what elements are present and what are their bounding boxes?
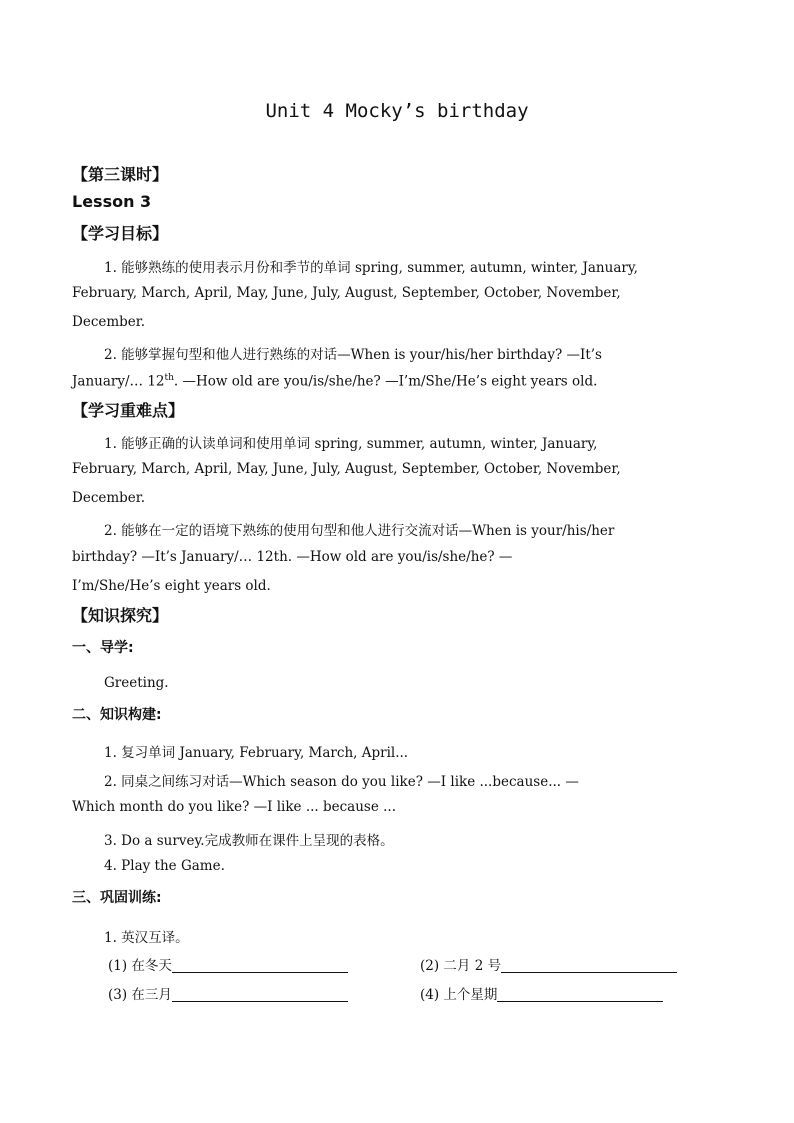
lesson-label: Lesson 3 — [72, 192, 152, 211]
section-1-heading: 一、导学: — [72, 640, 134, 656]
goal-1-line-1: 1. 能够熟练的使用表示月份和季节的单词 spring, summer, autumn, winter, January, — [104, 260, 638, 276]
exercise-q2-label: (2) 二月 2 号 — [420, 958, 502, 974]
key-1-line-1: 1. 能够正确的认读单词和使用单词 spring, summer, autumn, winter, January, — [104, 436, 598, 452]
answer-blank-2[interactable] — [501, 958, 677, 973]
goal-2-line-2 — [72, 373, 597, 390]
lesson-tag: 【第三课时】 — [72, 165, 169, 184]
key-2-line-1: 2. 能够在一定的语境下熟练的使用句型和他人进行交流对话—When is your/his/her — [104, 523, 615, 539]
exercise-q2 — [420, 954, 677, 974]
section-2-item-2-line-1: 2. 同桌之间练习对话—Which season do you like? —I like ...because... — — [104, 774, 579, 790]
key-2-line-3: I’m/She/He’s eight years old. — [72, 578, 271, 594]
section-2-item-4: 4. Play the Game. — [104, 858, 225, 874]
answer-blank-1[interactable] — [172, 958, 348, 973]
goal-2-dialogue: . —How old are you/is/she/he? —I’m/She/He’s eight years old. — [173, 373, 598, 390]
goal-1-line-3: December. — [72, 314, 146, 330]
section-2-heading: 二、知识构建: — [72, 707, 162, 723]
goals-heading: 【学习目标】 — [72, 224, 169, 243]
key-2-line-2: birthday? —It’s January/… 12th. —How old are you/is/she/he? — — [72, 549, 513, 565]
key-1-line-3: December. — [72, 490, 146, 506]
goal-1-line-2: February, March, April, May, June, July, August, September, October, November, — [72, 285, 621, 301]
exercise-q4 — [420, 983, 663, 1003]
goal-2-date: January/… 12 — [72, 373, 165, 390]
answer-blank-4[interactable] — [497, 987, 663, 1002]
section-1-text: Greeting. — [104, 675, 169, 691]
exercise-q4-label: (4) 上个星期 — [420, 987, 498, 1003]
section-3-heading: 三、巩固训练: — [72, 890, 162, 906]
page-title: Unit 4 Mocky’s birthday — [265, 100, 529, 122]
key-1-line-2: February, March, April, May, June, July, August, September, October, November, — [72, 461, 621, 477]
exercise-q3 — [108, 983, 348, 1003]
explore-heading: 【知识探究】 — [72, 606, 169, 625]
keys-heading: 【学习重难点】 — [72, 401, 185, 420]
answer-blank-3[interactable] — [172, 987, 348, 1002]
goal-2-superscript: th — [164, 373, 174, 383]
section-3-item-1: 1. 英汉互译。 — [104, 930, 189, 946]
section-2-item-2-line-2: Which month do you like? —I like ... because ... — [72, 799, 397, 815]
exercise-q3-label: (3) 在三月 — [108, 987, 172, 1003]
goal-2-line-1: 2. 能够掌握句型和他人进行熟练的对话—When is your/his/her birthday? —It’s — [104, 347, 602, 363]
exercise-q1 — [108, 954, 348, 974]
section-2-item-1: 1. 复习单词 January, February, March, April... — [104, 745, 409, 761]
section-2-item-3: 3. Do a survey.完成教师在课件上呈现的表格。 — [104, 833, 394, 849]
exercise-q1-label: (1) 在冬天 — [108, 958, 172, 974]
